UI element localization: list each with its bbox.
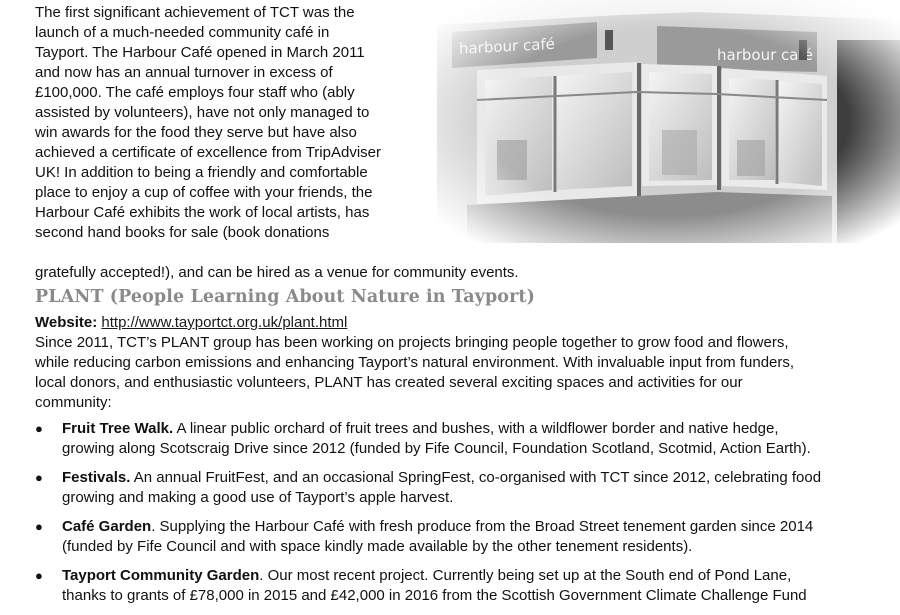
bullet-icon: ● — [35, 568, 43, 583]
list-item-text: growing and making a good use of Tayport’s apple harvest. — [62, 489, 454, 506]
intro-line: UK! In addition to being a friendly and comfortable — [35, 164, 368, 181]
harbour-cafe-photo — [437, 0, 900, 243]
intro-line: launch of a much-needed community café in — [35, 24, 330, 41]
list-item-text: . Supplying the Harbour Café with fresh produce from the Broad Street tenement garden since 2014 — [151, 518, 814, 535]
intro-last-line: gratefully accepted!), and can be hired as a venue for community events. — [35, 264, 519, 281]
list-item — [35, 566, 900, 606]
list-item — [35, 468, 900, 508]
website-label: Website: — [35, 314, 98, 331]
plant-paragraph — [35, 333, 895, 413]
paragraph-line: Since 2011, TCT’s PLANT group has been working on projects bringing people together to grow food and flowers, — [35, 334, 789, 351]
intro-line: win awards for the food they serve but have also — [35, 124, 357, 141]
intro-line: and now has an annual turnover in excess of — [35, 64, 333, 81]
bullet-icon: ● — [35, 519, 43, 534]
intro-paragraph — [35, 3, 430, 243]
intro-line: £100,000. The café employs four staff who (ably — [35, 84, 355, 101]
paragraph-line: community: — [35, 394, 112, 411]
list-item-title: Tayport Community Garden — [62, 567, 260, 584]
project-list — [35, 419, 900, 615]
list-item-text: . Our most recent project. Currently being set up at the South end of Pond Lane, — [259, 567, 792, 584]
list-item-title: Festivals. — [62, 469, 131, 486]
intro-line: Tayport. The Harbour Café opened in March 2011 — [35, 44, 365, 61]
bullet-icon: ● — [35, 421, 43, 436]
plant-heading: PLANT (People Learning About Nature in Tayport) — [35, 287, 535, 307]
list-item-title: Café Garden — [62, 518, 152, 535]
list-item-text: A linear public orchard of fruit trees and bushes, with a wildflower border and native hedge, — [173, 420, 779, 437]
bullet-icon: ● — [35, 470, 43, 485]
list-item-text: growing along Scotscraig Drive since 2012 (funded by Fife Council, Foundation Scotland, Scotmid, Action Earth). — [62, 440, 811, 457]
list-item-title: Fruit Tree Walk. — [62, 420, 174, 437]
intro-line: second hand books for sale (book donations — [35, 224, 330, 241]
website-line — [35, 313, 347, 333]
intro-line: place to enjoy a cup of coffee with your friends, the — [35, 184, 373, 201]
paragraph-line: local donors, and enthusiastic volunteers, PLANT has created several exciting spaces and activities for our — [35, 374, 743, 391]
list-item-text: An annual FruitFest, and an occasional SpringFest, co-organised with TCT since 2012, celebrating food — [130, 469, 822, 486]
list-item — [35, 517, 900, 557]
list-item-text: (funded by Fife Council and with space kindly made available by the other tenement residents). — [62, 538, 693, 555]
intro-line: The first significant achievement of TCT was the — [35, 4, 355, 21]
paragraph-line: while reducing carbon emissions and enhancing Tayport’s natural environment. With invaluable input from funders, — [35, 354, 795, 371]
website-link[interactable]: http://www.tayportct.org.uk/plant.html — [101, 314, 348, 331]
list-item-text: thanks to grants of £78,000 in 2015 and £42,000 in 2016 from the Scottish Government Climate Challenge Fund — [62, 587, 807, 604]
list-item — [35, 419, 900, 459]
intro-line: assisted by volunteers), have not only managed to — [35, 104, 370, 121]
intro-line: achieved a certificate of excellence from TripAdviser — [35, 144, 381, 161]
intro-line: Harbour Café exhibits the work of local artists, has — [35, 204, 370, 221]
